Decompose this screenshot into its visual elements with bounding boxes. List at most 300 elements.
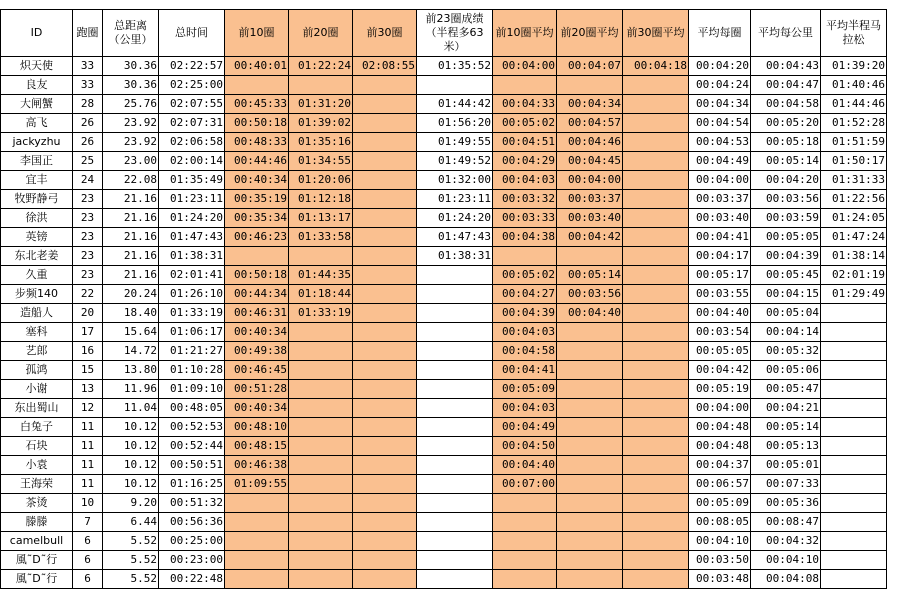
cell-avg10 bbox=[493, 247, 557, 266]
cell-half: 01:38:14 bbox=[821, 247, 887, 266]
cell-laps: 6 bbox=[73, 551, 103, 570]
table-body bbox=[1, 57, 887, 589]
column-header-avg_km: 平均每公里 bbox=[751, 10, 821, 57]
cell-first20: 01:20:06 bbox=[289, 171, 353, 190]
cell-avg10 bbox=[493, 494, 557, 513]
cell-laps: 6 bbox=[73, 570, 103, 589]
cell-distance: 5.52 bbox=[103, 570, 159, 589]
cell-avg_lap: 00:04:17 bbox=[689, 247, 751, 266]
cell-first10 bbox=[225, 551, 289, 570]
cell-first10: 00:46:31 bbox=[225, 304, 289, 323]
cell-id: 牧野静弓 bbox=[1, 190, 73, 209]
cell-first20 bbox=[289, 494, 353, 513]
column-header-laps: 跑圈 bbox=[73, 10, 103, 57]
cell-distance: 5.52 bbox=[103, 551, 159, 570]
cell-avg_lap: 00:04:00 bbox=[689, 399, 751, 418]
cell-first30 bbox=[353, 228, 417, 247]
cell-first23: 01:44:42 bbox=[417, 95, 493, 114]
cell-laps: 24 bbox=[73, 171, 103, 190]
cell-avg30 bbox=[623, 76, 689, 95]
cell-total_time: 00:50:51 bbox=[159, 456, 225, 475]
table-row bbox=[1, 513, 887, 532]
cell-avg30 bbox=[623, 190, 689, 209]
cell-avg30 bbox=[623, 171, 689, 190]
cell-total_time: 00:51:32 bbox=[159, 494, 225, 513]
cell-total_time: 00:22:48 bbox=[159, 570, 225, 589]
cell-laps: 26 bbox=[73, 114, 103, 133]
cell-avg30 bbox=[623, 418, 689, 437]
cell-total_time: 01:35:49 bbox=[159, 171, 225, 190]
cell-half bbox=[821, 456, 887, 475]
cell-avg_lap: 00:04:48 bbox=[689, 437, 751, 456]
table-row bbox=[1, 57, 887, 76]
cell-avg_km: 00:04:32 bbox=[751, 532, 821, 551]
cell-first10: 01:09:55 bbox=[225, 475, 289, 494]
cell-total_time: 02:25:00 bbox=[159, 76, 225, 95]
table-row bbox=[1, 551, 887, 570]
column-header-avg30: 前30圈平均 bbox=[623, 10, 689, 57]
cell-id: 英镑 bbox=[1, 228, 73, 247]
cell-total_time: 01:10:28 bbox=[159, 361, 225, 380]
cell-distance: 10.12 bbox=[103, 475, 159, 494]
cell-first10 bbox=[225, 532, 289, 551]
cell-avg10: 00:05:09 bbox=[493, 380, 557, 399]
cell-avg20: 00:04:45 bbox=[557, 152, 623, 171]
cell-avg20: 00:04:57 bbox=[557, 114, 623, 133]
results-table bbox=[0, 9, 887, 589]
cell-laps: 28 bbox=[73, 95, 103, 114]
table-row bbox=[1, 190, 887, 209]
cell-first10: 00:49:38 bbox=[225, 342, 289, 361]
cell-half bbox=[821, 304, 887, 323]
cell-avg20 bbox=[557, 418, 623, 437]
cell-first10 bbox=[225, 513, 289, 532]
cell-first23: 01:23:11 bbox=[417, 190, 493, 209]
cell-laps: 25 bbox=[73, 152, 103, 171]
cell-total_time: 00:52:44 bbox=[159, 437, 225, 456]
cell-avg20 bbox=[557, 380, 623, 399]
table-row bbox=[1, 76, 887, 95]
cell-avg10: 00:05:02 bbox=[493, 266, 557, 285]
cell-avg20 bbox=[557, 399, 623, 418]
cell-half: 01:22:56 bbox=[821, 190, 887, 209]
cell-first30 bbox=[353, 209, 417, 228]
cell-avg_km: 00:05:47 bbox=[751, 380, 821, 399]
table-row bbox=[1, 133, 887, 152]
table-row bbox=[1, 418, 887, 437]
cell-avg30 bbox=[623, 209, 689, 228]
cell-laps: 22 bbox=[73, 285, 103, 304]
cell-avg20 bbox=[557, 437, 623, 456]
cell-first23 bbox=[417, 266, 493, 285]
cell-first23: 01:56:20 bbox=[417, 114, 493, 133]
cell-half: 01:39:20 bbox=[821, 57, 887, 76]
header-row bbox=[1, 10, 887, 57]
cell-half bbox=[821, 342, 887, 361]
table-row bbox=[1, 171, 887, 190]
cell-avg20 bbox=[557, 513, 623, 532]
cell-distance: 15.64 bbox=[103, 323, 159, 342]
cell-first10 bbox=[225, 494, 289, 513]
cell-avg20 bbox=[557, 475, 623, 494]
cell-avg10: 00:04:33 bbox=[493, 95, 557, 114]
cell-avg_lap: 00:05:09 bbox=[689, 494, 751, 513]
cell-first10: 00:44:34 bbox=[225, 285, 289, 304]
cell-avg_km: 00:08:47 bbox=[751, 513, 821, 532]
cell-first10: 00:44:46 bbox=[225, 152, 289, 171]
cell-total_time: 01:21:27 bbox=[159, 342, 225, 361]
cell-first30 bbox=[353, 152, 417, 171]
cell-avg30 bbox=[623, 342, 689, 361]
cell-distance: 20.24 bbox=[103, 285, 159, 304]
cell-first30 bbox=[353, 323, 417, 342]
cell-first20 bbox=[289, 323, 353, 342]
cell-laps: 23 bbox=[73, 228, 103, 247]
cell-half bbox=[821, 399, 887, 418]
cell-avg_km: 00:03:59 bbox=[751, 209, 821, 228]
cell-avg_lap: 00:04:53 bbox=[689, 133, 751, 152]
cell-half bbox=[821, 513, 887, 532]
cell-half: 01:24:05 bbox=[821, 209, 887, 228]
cell-distance: 23.92 bbox=[103, 133, 159, 152]
cell-avg10 bbox=[493, 513, 557, 532]
cell-first20 bbox=[289, 247, 353, 266]
cell-distance: 10.12 bbox=[103, 418, 159, 437]
cell-first20: 01:33:58 bbox=[289, 228, 353, 247]
cell-avg30 bbox=[623, 570, 689, 589]
cell-laps: 16 bbox=[73, 342, 103, 361]
cell-total_time: 02:00:14 bbox=[159, 152, 225, 171]
cell-id: 徐洪 bbox=[1, 209, 73, 228]
cell-avg30 bbox=[623, 285, 689, 304]
cell-id: 东出蜀山 bbox=[1, 399, 73, 418]
cell-first30 bbox=[353, 513, 417, 532]
cell-avg_lap: 00:06:57 bbox=[689, 475, 751, 494]
cell-avg_km: 00:07:33 bbox=[751, 475, 821, 494]
cell-first20 bbox=[289, 399, 353, 418]
cell-first23 bbox=[417, 532, 493, 551]
cell-half: 01:29:49 bbox=[821, 285, 887, 304]
cell-distance: 18.40 bbox=[103, 304, 159, 323]
cell-distance: 21.16 bbox=[103, 247, 159, 266]
cell-first20: 01:44:35 bbox=[289, 266, 353, 285]
cell-id: 白兔子 bbox=[1, 418, 73, 437]
cell-avg20 bbox=[557, 456, 623, 475]
cell-avg_km: 00:05:18 bbox=[751, 133, 821, 152]
cell-first20 bbox=[289, 456, 353, 475]
cell-avg_lap: 00:05:05 bbox=[689, 342, 751, 361]
column-header-first10: 前10圈 bbox=[225, 10, 289, 57]
column-header-avg_lap: 平均每圈 bbox=[689, 10, 751, 57]
cell-half bbox=[821, 418, 887, 437]
cell-first10 bbox=[225, 570, 289, 589]
cell-avg20: 00:04:00 bbox=[557, 171, 623, 190]
table-row bbox=[1, 285, 887, 304]
cell-id: 艺郎 bbox=[1, 342, 73, 361]
cell-first23 bbox=[417, 570, 493, 589]
cell-total_time: 00:48:05 bbox=[159, 399, 225, 418]
cell-first23 bbox=[417, 304, 493, 323]
cell-avg10: 00:07:00 bbox=[493, 475, 557, 494]
cell-first30 bbox=[353, 532, 417, 551]
cell-first30 bbox=[353, 114, 417, 133]
cell-first23 bbox=[417, 361, 493, 380]
cell-first30 bbox=[353, 551, 417, 570]
cell-first30 bbox=[353, 475, 417, 494]
cell-avg_lap: 00:04:54 bbox=[689, 114, 751, 133]
cell-avg20 bbox=[557, 532, 623, 551]
column-header-avg10: 前10圈平均 bbox=[493, 10, 557, 57]
cell-avg30 bbox=[623, 133, 689, 152]
cell-avg_km: 00:05:20 bbox=[751, 114, 821, 133]
cell-first30 bbox=[353, 361, 417, 380]
table-row bbox=[1, 532, 887, 551]
cell-id: 滕滕 bbox=[1, 513, 73, 532]
cell-avg_km: 00:04:47 bbox=[751, 76, 821, 95]
cell-first10: 00:50:18 bbox=[225, 266, 289, 285]
cell-distance: 21.16 bbox=[103, 228, 159, 247]
cell-total_time: 02:06:58 bbox=[159, 133, 225, 152]
cell-first20: 01:18:44 bbox=[289, 285, 353, 304]
cell-first30 bbox=[353, 133, 417, 152]
cell-avg_lap: 00:04:42 bbox=[689, 361, 751, 380]
cell-first20 bbox=[289, 342, 353, 361]
cell-avg30 bbox=[623, 532, 689, 551]
cell-id: 茶烫 bbox=[1, 494, 73, 513]
cell-laps: 7 bbox=[73, 513, 103, 532]
cell-first10: 00:40:34 bbox=[225, 171, 289, 190]
cell-distance: 6.44 bbox=[103, 513, 159, 532]
cell-avg_lap: 00:03:37 bbox=[689, 190, 751, 209]
cell-first23 bbox=[417, 456, 493, 475]
cell-distance: 21.16 bbox=[103, 266, 159, 285]
cell-laps: 13 bbox=[73, 380, 103, 399]
cell-avg_km: 00:05:36 bbox=[751, 494, 821, 513]
cell-first30 bbox=[353, 399, 417, 418]
cell-laps: 23 bbox=[73, 266, 103, 285]
cell-id: 步频140 bbox=[1, 285, 73, 304]
table-row bbox=[1, 456, 887, 475]
cell-first10: 00:40:34 bbox=[225, 399, 289, 418]
cell-avg10: 00:05:02 bbox=[493, 114, 557, 133]
cell-first20: 01:39:02 bbox=[289, 114, 353, 133]
cell-first23: 01:35:52 bbox=[417, 57, 493, 76]
cell-avg_lap: 00:04:10 bbox=[689, 532, 751, 551]
cell-first20 bbox=[289, 76, 353, 95]
cell-distance: 22.08 bbox=[103, 171, 159, 190]
table-row bbox=[1, 342, 887, 361]
cell-avg30 bbox=[623, 551, 689, 570]
cell-first23 bbox=[417, 399, 493, 418]
cell-avg10: 00:04:51 bbox=[493, 133, 557, 152]
cell-first23 bbox=[417, 475, 493, 494]
cell-avg_lap: 00:03:54 bbox=[689, 323, 751, 342]
cell-first20 bbox=[289, 475, 353, 494]
cell-first10: 00:45:33 bbox=[225, 95, 289, 114]
table-row bbox=[1, 475, 887, 494]
cell-avg_km: 00:05:14 bbox=[751, 418, 821, 437]
table-row bbox=[1, 304, 887, 323]
cell-avg_lap: 00:03:40 bbox=[689, 209, 751, 228]
cell-id: 高飞 bbox=[1, 114, 73, 133]
cell-id: 造船人 bbox=[1, 304, 73, 323]
cell-first23 bbox=[417, 437, 493, 456]
cell-first30 bbox=[353, 95, 417, 114]
cell-first20 bbox=[289, 361, 353, 380]
table-row bbox=[1, 399, 887, 418]
cell-half: 01:50:17 bbox=[821, 152, 887, 171]
cell-avg_km: 00:05:04 bbox=[751, 304, 821, 323]
cell-id: 小谢 bbox=[1, 380, 73, 399]
cell-first10 bbox=[225, 76, 289, 95]
table-row bbox=[1, 95, 887, 114]
cell-avg20: 00:04:42 bbox=[557, 228, 623, 247]
table-row bbox=[1, 152, 887, 171]
table-row bbox=[1, 437, 887, 456]
cell-avg_km: 00:04:08 bbox=[751, 570, 821, 589]
cell-avg_lap: 00:04:40 bbox=[689, 304, 751, 323]
cell-total_time: 01:47:43 bbox=[159, 228, 225, 247]
cell-id: camelbull bbox=[1, 532, 73, 551]
cell-laps: 11 bbox=[73, 418, 103, 437]
column-header-id: ID bbox=[1, 10, 73, 57]
cell-avg20: 00:03:40 bbox=[557, 209, 623, 228]
cell-total_time: 01:26:10 bbox=[159, 285, 225, 304]
cell-first23 bbox=[417, 513, 493, 532]
cell-avg_lap: 00:05:17 bbox=[689, 266, 751, 285]
cell-avg30 bbox=[623, 380, 689, 399]
cell-laps: 33 bbox=[73, 76, 103, 95]
cell-total_time: 02:22:57 bbox=[159, 57, 225, 76]
cell-avg10: 00:04:03 bbox=[493, 399, 557, 418]
cell-id: 塞科 bbox=[1, 323, 73, 342]
cell-laps: 17 bbox=[73, 323, 103, 342]
cell-first10: 00:48:15 bbox=[225, 437, 289, 456]
cell-first30 bbox=[353, 247, 417, 266]
cell-half: 01:47:24 bbox=[821, 228, 887, 247]
cell-avg10 bbox=[493, 532, 557, 551]
cell-first30 bbox=[353, 418, 417, 437]
table-row bbox=[1, 114, 887, 133]
cell-half: 01:44:46 bbox=[821, 95, 887, 114]
cell-avg_km: 00:05:32 bbox=[751, 342, 821, 361]
cell-first30 bbox=[353, 190, 417, 209]
cell-first10: 00:46:45 bbox=[225, 361, 289, 380]
cell-avg20: 00:04:46 bbox=[557, 133, 623, 152]
cell-laps: 23 bbox=[73, 209, 103, 228]
cell-avg10: 00:04:49 bbox=[493, 418, 557, 437]
cell-half bbox=[821, 570, 887, 589]
cell-avg_lap: 00:03:48 bbox=[689, 570, 751, 589]
cell-laps: 11 bbox=[73, 437, 103, 456]
cell-laps: 11 bbox=[73, 475, 103, 494]
table-row bbox=[1, 209, 887, 228]
cell-first30 bbox=[353, 456, 417, 475]
cell-avg20: 00:05:14 bbox=[557, 266, 623, 285]
cell-avg20 bbox=[557, 247, 623, 266]
cell-id: 久重 bbox=[1, 266, 73, 285]
cell-total_time: 01:23:11 bbox=[159, 190, 225, 209]
cell-first10: 00:50:18 bbox=[225, 114, 289, 133]
cell-first20 bbox=[289, 570, 353, 589]
cell-total_time: 01:09:10 bbox=[159, 380, 225, 399]
column-header-distance: 总距离（公里） bbox=[103, 10, 159, 57]
column-header-avg20: 前20圈平均 bbox=[557, 10, 623, 57]
cell-avg_km: 00:05:45 bbox=[751, 266, 821, 285]
cell-avg_km: 00:04:20 bbox=[751, 171, 821, 190]
cell-id: 大闸蟹 bbox=[1, 95, 73, 114]
table-header bbox=[1, 10, 887, 57]
cell-avg_km: 00:04:39 bbox=[751, 247, 821, 266]
cell-first30 bbox=[353, 76, 417, 95]
cell-first10: 00:46:38 bbox=[225, 456, 289, 475]
cell-avg30 bbox=[623, 114, 689, 133]
cell-first20 bbox=[289, 437, 353, 456]
cell-avg10: 00:04:29 bbox=[493, 152, 557, 171]
cell-avg30 bbox=[623, 399, 689, 418]
cell-half bbox=[821, 361, 887, 380]
cell-total_time: 00:25:00 bbox=[159, 532, 225, 551]
cell-avg30 bbox=[623, 323, 689, 342]
cell-half: 01:31:33 bbox=[821, 171, 887, 190]
cell-id: jackyzhu bbox=[1, 133, 73, 152]
cell-id: 風˜D˜行 bbox=[1, 551, 73, 570]
cell-first20 bbox=[289, 513, 353, 532]
cell-avg_km: 00:05:13 bbox=[751, 437, 821, 456]
cell-first10: 00:35:34 bbox=[225, 209, 289, 228]
cell-laps: 15 bbox=[73, 361, 103, 380]
cell-avg30 bbox=[623, 475, 689, 494]
cell-avg_lap: 00:04:49 bbox=[689, 152, 751, 171]
cell-half bbox=[821, 532, 887, 551]
cell-first20: 01:22:24 bbox=[289, 57, 353, 76]
cell-first23: 01:32:00 bbox=[417, 171, 493, 190]
cell-avg20: 00:04:34 bbox=[557, 95, 623, 114]
cell-avg30 bbox=[623, 361, 689, 380]
cell-avg_lap: 00:04:34 bbox=[689, 95, 751, 114]
cell-avg_km: 00:04:21 bbox=[751, 399, 821, 418]
cell-avg_km: 00:05:06 bbox=[751, 361, 821, 380]
cell-id: 小袁 bbox=[1, 456, 73, 475]
cell-first30 bbox=[353, 285, 417, 304]
cell-avg30 bbox=[623, 456, 689, 475]
cell-id: 宜丰 bbox=[1, 171, 73, 190]
cell-distance: 23.00 bbox=[103, 152, 159, 171]
cell-avg20: 00:03:56 bbox=[557, 285, 623, 304]
cell-distance: 5.52 bbox=[103, 532, 159, 551]
column-header-first20: 前20圈 bbox=[289, 10, 353, 57]
cell-avg_lap: 00:04:48 bbox=[689, 418, 751, 437]
cell-laps: 20 bbox=[73, 304, 103, 323]
column-header-first30: 前30圈 bbox=[353, 10, 417, 57]
cell-avg30 bbox=[623, 494, 689, 513]
cell-first30 bbox=[353, 266, 417, 285]
cell-distance: 10.12 bbox=[103, 456, 159, 475]
cell-avg10: 00:04:38 bbox=[493, 228, 557, 247]
column-header-first23: 前23圈成绩（半程多63米） bbox=[417, 10, 493, 57]
cell-avg30 bbox=[623, 152, 689, 171]
cell-first30 bbox=[353, 570, 417, 589]
cell-avg30 bbox=[623, 304, 689, 323]
cell-avg_km: 00:04:14 bbox=[751, 323, 821, 342]
cell-avg_lap: 00:04:20 bbox=[689, 57, 751, 76]
cell-first10: 00:35:19 bbox=[225, 190, 289, 209]
cell-avg_lap: 00:04:24 bbox=[689, 76, 751, 95]
cell-distance: 30.36 bbox=[103, 76, 159, 95]
cell-avg_km: 00:04:43 bbox=[751, 57, 821, 76]
cell-avg10 bbox=[493, 76, 557, 95]
cell-first20 bbox=[289, 532, 353, 551]
